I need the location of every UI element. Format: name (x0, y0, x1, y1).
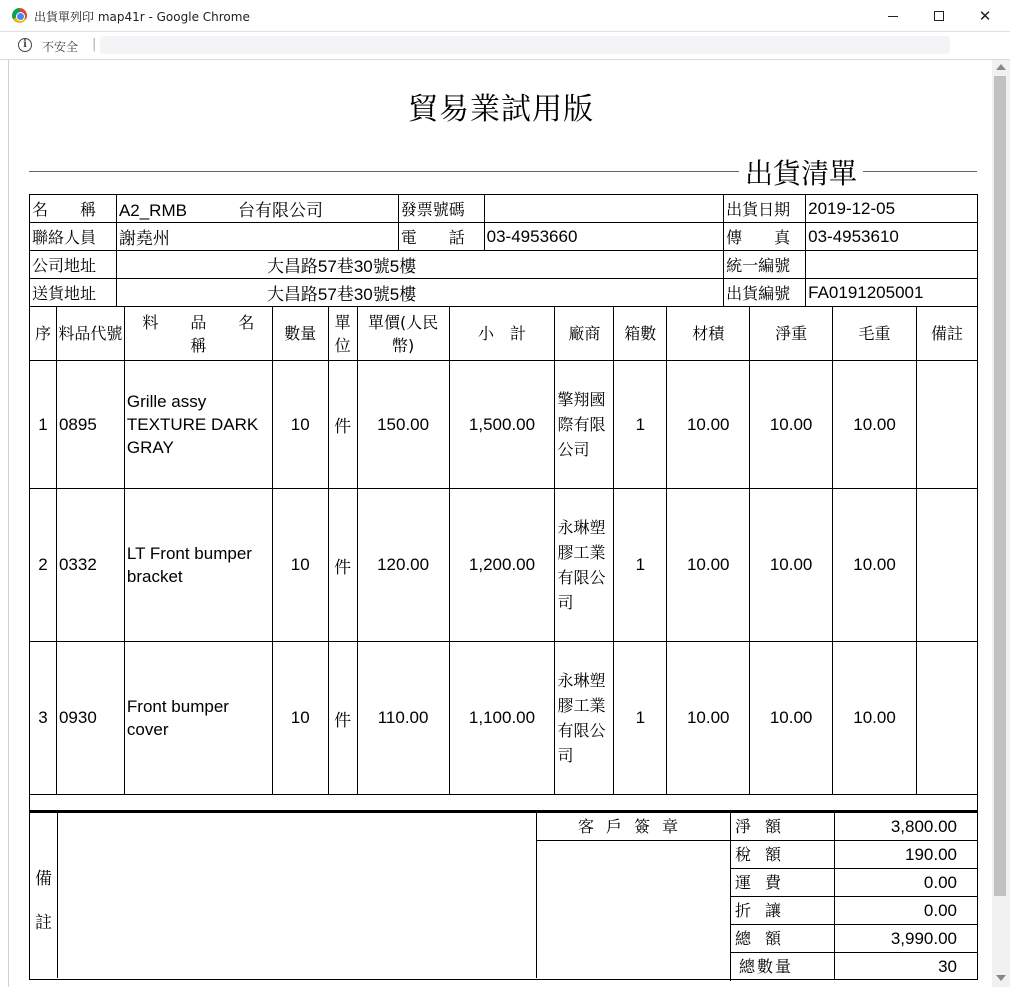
name-label: 名 稱 (30, 195, 117, 223)
col-subtotal: 小 計 (449, 307, 555, 361)
total-quantity-label: 總數量 (731, 953, 835, 980)
item-boxes: 1 (614, 642, 667, 795)
net-amount-value: 3,800.00 (890, 817, 957, 836)
item-code: 0332 (56, 489, 124, 642)
scroll-thumb[interactable] (994, 76, 1006, 896)
total-row-tax (730, 841, 977, 869)
scroll-up-icon[interactable] (996, 64, 1006, 70)
item-unit: 件 (328, 361, 357, 489)
item-qty: 10 (272, 361, 328, 489)
table-row (30, 489, 978, 642)
item-remarks (916, 361, 977, 489)
ship-no-label: 出貨編號 (724, 279, 806, 307)
item-code: 0930 (56, 642, 124, 795)
minimize-icon (888, 16, 898, 17)
item-gross-weight: 10.00 (833, 489, 917, 642)
col-remarks: 備註 (916, 307, 977, 361)
invoice-value (484, 195, 724, 223)
item-unit: 件 (328, 489, 357, 642)
maximize-button[interactable] (916, 0, 962, 32)
col-name: 料 品 名 稱 (124, 307, 272, 361)
total-quantity-value: 30 (938, 957, 957, 976)
footer-section (29, 812, 978, 980)
phone-label: 電 話 (398, 223, 484, 251)
delivery-address-value: 大昌路57巷30號5樓 (116, 279, 723, 307)
item-volume: 10.00 (667, 642, 750, 795)
remarks-label: 備註 (30, 813, 58, 978)
total-row-discount (730, 897, 977, 925)
chrome-icon (12, 8, 27, 23)
tax-id-label: 統一編號 (724, 251, 806, 279)
ship-date-label: 出貨日期 (724, 195, 806, 223)
close-button[interactable] (962, 0, 1008, 32)
items-header-row (30, 307, 978, 361)
item-net-weight: 10.00 (750, 642, 833, 795)
close-icon: ✕ (978, 7, 992, 25)
company-address-value: 大昌路57巷30號5樓 (116, 251, 723, 279)
header-row-delivery-address (30, 279, 978, 307)
item-seq: 3 (30, 642, 57, 795)
item-gross-weight: 10.00 (833, 361, 917, 489)
company-address-label: 公司地址 (30, 251, 117, 279)
total-row-grand (730, 925, 977, 953)
header-row-contact (30, 223, 978, 251)
page-viewport (8, 60, 992, 987)
item-gross-weight: 10.00 (833, 642, 917, 795)
shipping-label: 運費 (731, 869, 835, 896)
header-info-table (29, 194, 978, 307)
grand-total-label: 總額 (731, 925, 835, 952)
table-row (30, 642, 978, 795)
item-name: Grille assy TEXTURE DARK GRAY (124, 361, 272, 489)
item-volume: 10.00 (667, 489, 750, 642)
net-amount-label: 淨額 (731, 813, 835, 840)
total-row-net (730, 813, 977, 841)
items-table (29, 306, 978, 795)
table-spacer (29, 795, 978, 811)
totals-box (730, 813, 977, 981)
item-vendor: 擎翔國際有限公司 (555, 361, 614, 489)
col-gross-weight: 毛重 (833, 307, 917, 361)
item-unit: 件 (328, 642, 357, 795)
discount-value: 0.00 (923, 901, 957, 920)
col-code: 料品代號 (56, 307, 124, 361)
total-row-shipping (730, 869, 977, 897)
total-row-quantity (730, 953, 977, 981)
address-bar (0, 32, 1010, 60)
vertical-scrollbar[interactable] (992, 60, 1010, 987)
invoice-label: 發票號碼 (398, 195, 484, 223)
contact-value: 謝堯州 (116, 223, 398, 251)
col-net-weight: 淨重 (750, 307, 833, 361)
item-net-weight: 10.00 (750, 489, 833, 642)
fax-value: 03-4953610 (806, 223, 978, 251)
table-row (30, 361, 978, 489)
phone-value: 03-4953660 (484, 223, 724, 251)
col-qty: 數量 (272, 307, 328, 361)
window-title-bar (0, 0, 1010, 32)
fax-label: 傳 真 (724, 223, 806, 251)
info-icon[interactable]: i (18, 38, 32, 52)
col-volume: 材積 (667, 307, 750, 361)
item-price: 110.00 (357, 642, 449, 795)
contact-label: 聯絡人員 (30, 223, 117, 251)
remarks-body (58, 813, 536, 978)
tax-id-value (806, 251, 978, 279)
grand-total-value: 3,990.00 (890, 929, 957, 948)
item-code: 0895 (56, 361, 124, 489)
item-qty: 10 (272, 489, 328, 642)
item-net-weight: 10.00 (750, 361, 833, 489)
item-volume: 10.00 (667, 361, 750, 489)
item-boxes: 1 (614, 361, 667, 489)
item-name: Front bumper cover (124, 642, 272, 795)
company-title: 貿易業試用版 (408, 92, 594, 127)
document-subtitle: 出貨清單 (739, 152, 863, 192)
address-separator: | (92, 37, 97, 52)
minimize-button[interactable] (870, 0, 916, 32)
ship-date-value: 2019-12-05 (806, 195, 978, 223)
header-row-company-address (30, 251, 978, 279)
item-vendor: 永琳塑膠工業有限公司 (555, 489, 614, 642)
item-subtotal: 1,200.00 (449, 489, 555, 642)
item-price: 120.00 (357, 489, 449, 642)
col-seq: 序 (30, 307, 57, 361)
col-boxes: 箱數 (614, 307, 667, 361)
scroll-down-icon[interactable] (996, 975, 1006, 981)
item-name: LT Front bumper bracket (124, 489, 272, 642)
header-row-name (30, 195, 978, 223)
tax-amount-label: 稅額 (731, 841, 835, 868)
ship-no-value: FA0191205001 (806, 279, 978, 307)
signature-box (536, 813, 730, 978)
discount-label: 折讓 (731, 897, 835, 924)
item-remarks (916, 489, 977, 642)
tax-amount-value: 190.00 (905, 845, 957, 864)
item-remarks (916, 642, 977, 795)
item-subtotal: 1,100.00 (449, 642, 555, 795)
item-price: 150.00 (357, 361, 449, 489)
item-vendor: 永琳塑膠工業有限公司 (555, 642, 614, 795)
signature-label: 客戶簽章 (537, 813, 731, 841)
name-value: A2_RMB 台有限公司 (116, 195, 398, 223)
url-field[interactable] (100, 36, 950, 54)
window-title: 出貨單列印 map41r - Google Chrome (34, 10, 250, 24)
delivery-address-label: 送貨地址 (30, 279, 117, 307)
col-vendor: 廠商 (555, 307, 614, 361)
item-subtotal: 1,500.00 (449, 361, 555, 489)
item-seq: 2 (30, 489, 57, 642)
security-label[interactable]: 不安全 (42, 40, 79, 54)
col-price: 單價(人民幣) (357, 307, 449, 361)
item-boxes: 1 (614, 489, 667, 642)
col-unit: 單位 (328, 307, 357, 361)
maximize-icon (934, 11, 944, 21)
item-qty: 10 (272, 642, 328, 795)
item-seq: 1 (30, 361, 57, 489)
shipping-value: 0.00 (923, 873, 957, 892)
